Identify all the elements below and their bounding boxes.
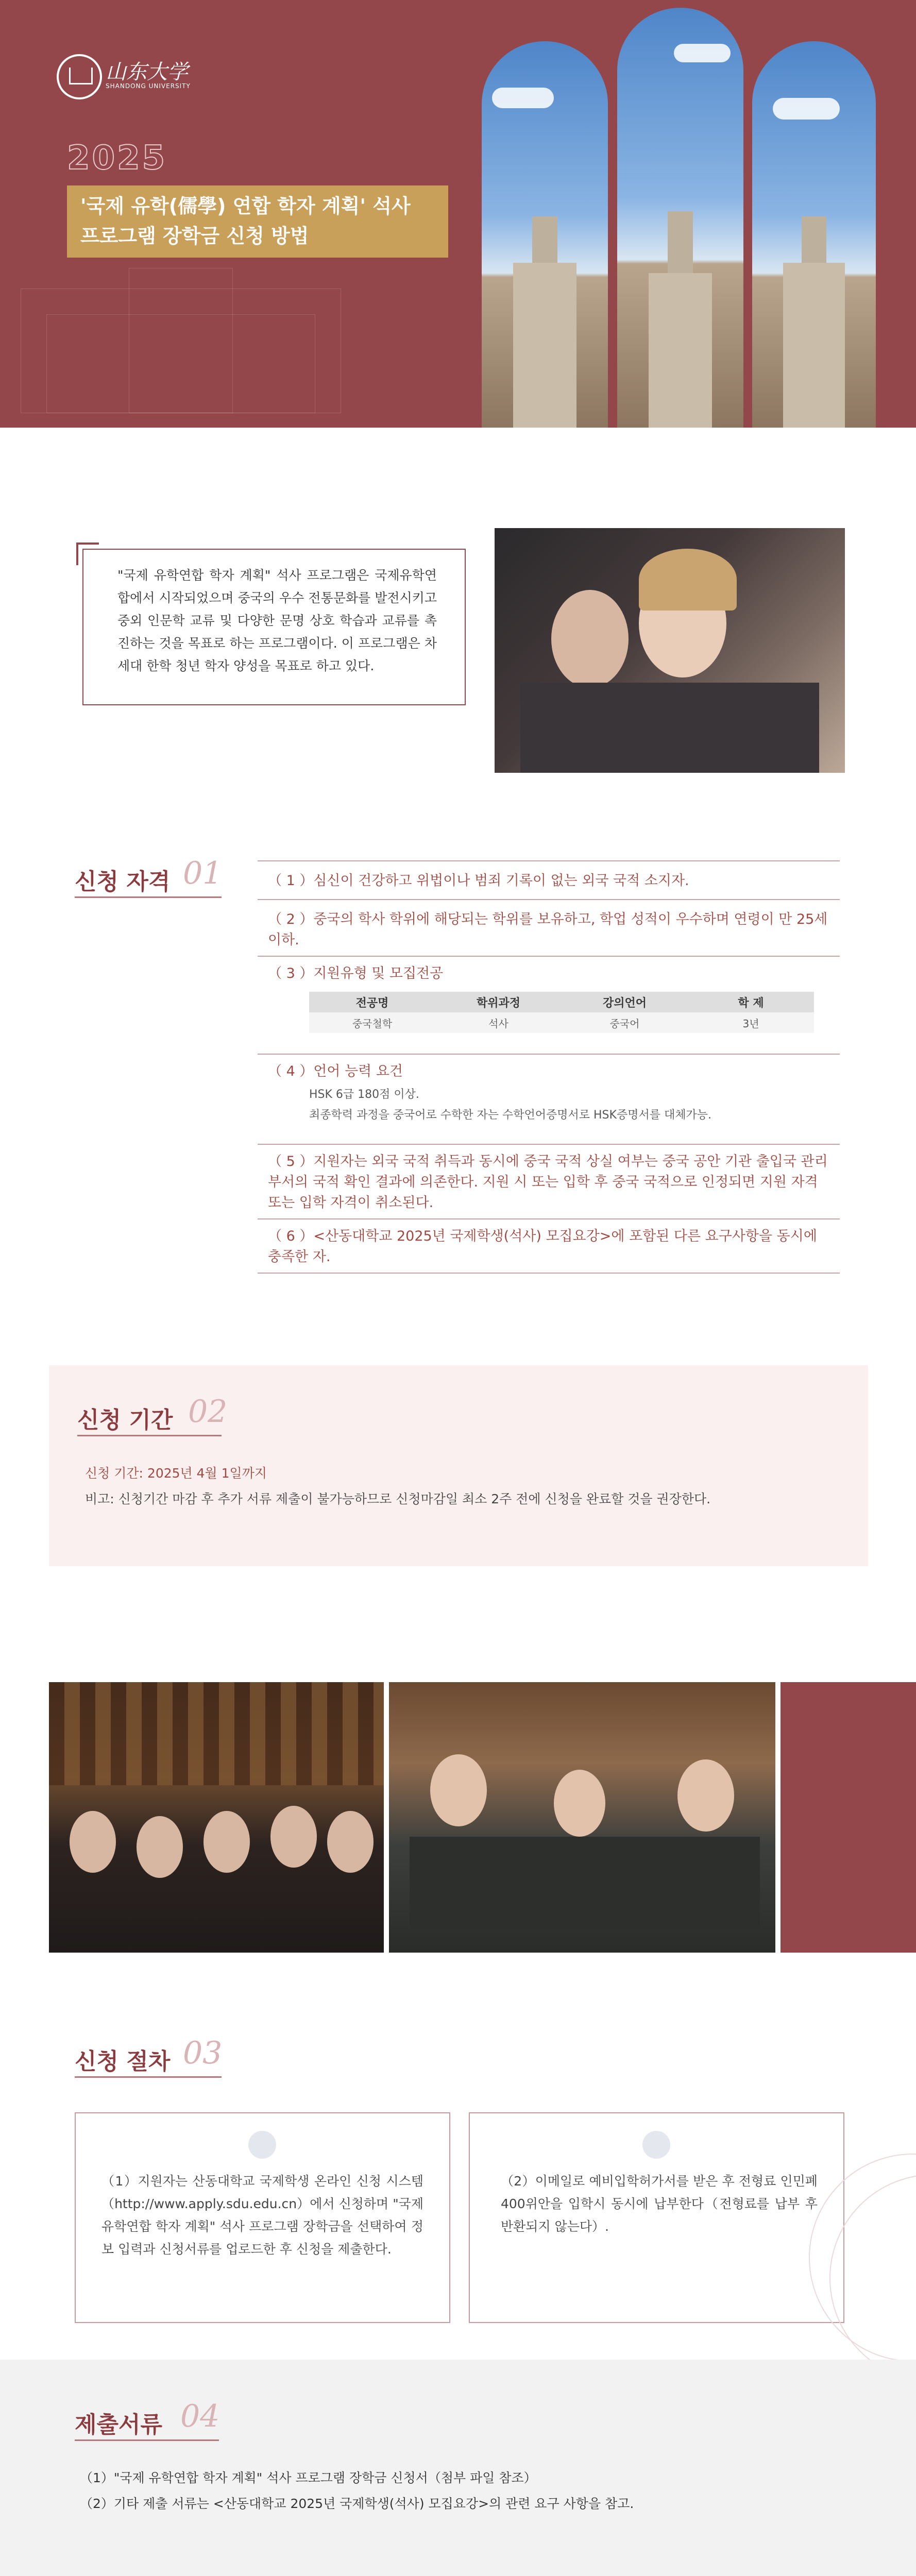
table-cell: 3년 (742, 1017, 759, 1030)
university-english-name: SHANDONG UNIVERSITY (106, 82, 191, 90)
language-requirement-2: 최종학력 과정을 중국어로 수학한 자는 수학언어증명서로 HSK증명서를 대체가능. (309, 1109, 711, 1122)
table-header: 전공명 (355, 996, 389, 1010)
divider (258, 1273, 840, 1274)
procedure-step-2-card (469, 2112, 844, 2323)
campus-photo-arch-left (482, 41, 608, 428)
table-cell: 중국철학 (352, 1017, 393, 1030)
eligibility-item-4: （ 4 ）언어 능력 요건 (268, 1063, 403, 1079)
procedure-step-1: （1）지원자는 산동대학교 국제학생 온라인 신청 시스템（http://www.apply.sdu.edu.cn）에서 신청하며 "국제 유학연합 학자 계획" 석사 프로그램 장학금을 선택하여 정보 입력과 신청서류를 업로드한 후 신청을 제출한다. (101, 2174, 423, 2257)
documents-line-2: （2）기타 제출 서류는 <산동대학교 2025년 국제학생(석사) 모집요강>의 관련 요구 사항을 참고. (80, 2496, 634, 2511)
students-workshop-photo (389, 1682, 775, 1953)
step-icon (642, 2131, 670, 2159)
main-title-line1: '국제 유학(儒學) 연합 학자 계획' 석사 (80, 195, 411, 217)
decorative-outline (129, 268, 233, 413)
section-title-procedure: 신청 절차 (75, 2048, 171, 2075)
section-number-02: 02 (188, 1394, 228, 1430)
divider (258, 1218, 840, 1219)
period-panel (49, 1365, 868, 1566)
eligibility-item-2: （ 2 ）중국의 학사 학위에 해당되는 학위를 보유하고, 학업 성적이 우수하며 연령이 만 25세 이하. (268, 911, 828, 948)
students-photo (495, 528, 845, 773)
eligibility-item-5: （ 5 ）지원자는 외국 국적 취득과 동시에 중국 국적 상실 여부는 중국 공안 기관 출입국 관리부서의 국적 확인 결과에 의존한다. 지원 시 또는 입학 후 중국 국적으로 인정되면 지원 자격 또는 입학 자격이 취소된다. (268, 1154, 828, 1211)
divider (258, 860, 840, 861)
section-number-01: 01 (183, 855, 223, 891)
section-number-04: 04 (180, 2398, 220, 2434)
period-note: 비고: 신청기간 마감 후 추가 서류 제출이 불가능하므로 신청마감일 최소 2주 전에 신청을 완료할 것을 권장한다. (85, 1492, 711, 1506)
year-label: 2025 (67, 139, 167, 177)
section-underline (75, 2076, 222, 2078)
title-box (67, 185, 448, 258)
eligibility-item-6: （ 6 ）<산동대학교 2025년 국제학생(석사) 모집요강>에 포함된 다른 요구사항을 동시에 충족한 자. (268, 1228, 817, 1265)
table-header: 학위과정 (476, 996, 520, 1010)
university-seal-icon (57, 54, 102, 99)
campus-photo-arch-right (752, 41, 876, 428)
procedure-step-2: （2）이메일로 예비입학허가서를 받은 후 전형료 인민폐 400위안을 입학시 동시에 납부한다（전형료를 납부 후 반환되지 않는다）. (501, 2174, 818, 2234)
section-underline (77, 1435, 222, 1436)
table-header: 강의언어 (602, 996, 647, 1010)
table-cell: 중국어 (609, 1017, 640, 1030)
eligibility-item-3: （ 3 ）지원유형 및 모집전공 (268, 965, 444, 981)
procedure-step-1-card (75, 2112, 450, 2323)
section-underline (75, 896, 222, 898)
main-title-line2: 프로그램 장학금 신청 방법 (80, 225, 309, 247)
section-title-documents: 제출서류 (75, 2412, 163, 2438)
intro-text: "국제 유학연합 학자 계획" 석사 프로그램은 국제유학연합에서 시작되었으며 중국의 우수 전통문화를 발전시키고 중외 인문학 교류 및 다양한 문명 상호 학습과 교류를 촉진하는 것을 목표로 하는 프로그램이다. 이 프로그램은 차세대 한학 청년 학자 양성을 목표로 하고 있다. (117, 568, 437, 673)
documents-panel (0, 2360, 916, 2576)
students-temple-photo (49, 1682, 384, 1953)
intro-box (82, 549, 466, 705)
hero-banner (0, 0, 916, 428)
divider (258, 899, 840, 900)
documents-line-1: （1）"국제 유학연합 학자 계획" 석사 프로그램 장학금 신청서（첨부 파일 참조） (80, 2470, 537, 2485)
table-header: 학 제 (738, 996, 764, 1010)
language-requirement-1: HSK 6급 180점 이상. (309, 1088, 419, 1101)
section-number-03: 03 (183, 2035, 223, 2071)
table-cell: 석사 (488, 1017, 508, 1030)
decorative-color-block (781, 1682, 916, 1953)
eligibility-item-1: （ 1 ）심신이 건강하고 위법이나 범죄 기록이 없는 외국 국적 소지자. (268, 873, 689, 889)
divider (258, 1144, 840, 1145)
step-icon (248, 2131, 276, 2159)
campus-photo-arch-center (617, 8, 743, 428)
university-logo-text: 山东大学 (106, 60, 188, 84)
divider (258, 956, 840, 957)
period-deadline: 신청 기간: 2025년 4월 1일까지 (85, 1466, 267, 1481)
major-table (309, 992, 814, 1033)
section-title-period: 신청 기간 (77, 1407, 173, 1433)
divider (258, 1054, 840, 1055)
section-title-eligibility: 신청 자격 (75, 869, 171, 895)
section-underline (75, 2439, 219, 2441)
